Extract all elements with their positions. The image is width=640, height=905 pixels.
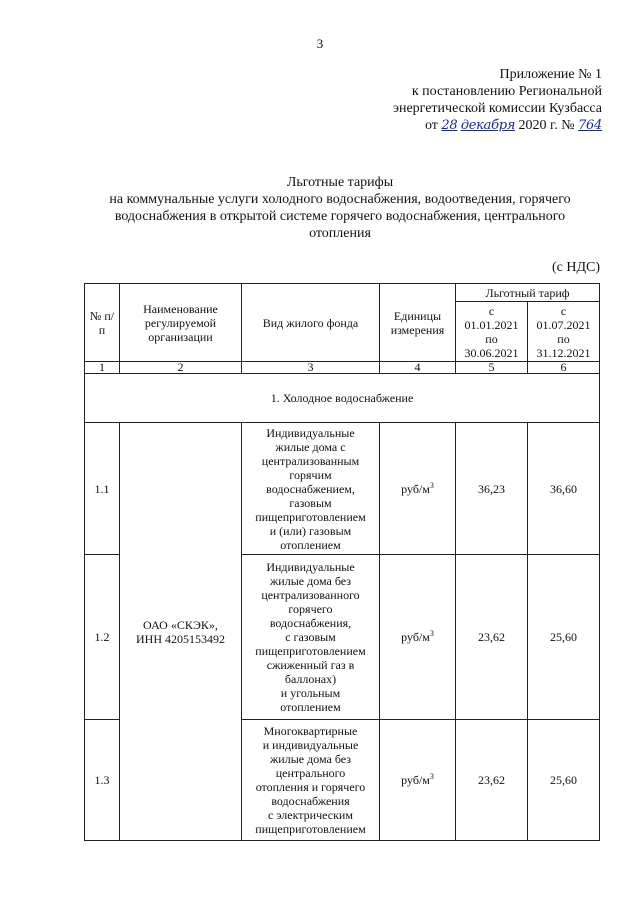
handwritten-month: декабря: [460, 118, 516, 133]
housing-type-line: баллонах): [284, 672, 337, 686]
section-title: 1. Холодное водоснабжение: [85, 374, 600, 423]
unit-superscript: 3: [429, 480, 434, 490]
housing-type-line: жилые дома без: [270, 574, 351, 588]
header-org: Наименование регулируемой организации: [120, 284, 242, 362]
housing-type-cell: [242, 423, 380, 555]
row-number: 1.3: [85, 720, 120, 841]
tariff-value-period-1: 23,62: [456, 720, 528, 841]
housing-type-line: централизованным: [261, 453, 360, 468]
housing-type-line: горячим: [289, 467, 332, 482]
housing-type-line: и (или) газовым: [269, 523, 352, 538]
period-2-from-date: 01.07.2021: [536, 317, 591, 332]
header-units: Единицы измерения: [380, 284, 456, 362]
housing-type-line: отоплением: [280, 537, 341, 552]
row-number: 1.2: [85, 555, 120, 720]
tariff-table: [84, 283, 600, 841]
header-period-1: [456, 302, 528, 362]
title-line-4: отопления: [309, 226, 371, 241]
tariff-value-period-1: 36,23: [456, 423, 528, 555]
housing-type-line: жилые дома с: [275, 439, 346, 454]
period-2-to-date: 31.12.2021: [536, 345, 591, 360]
unit-cell: [380, 720, 456, 841]
header-housing: Вид жилого фонда: [242, 284, 380, 362]
housing-type-line: Индивидуальные: [266, 560, 355, 574]
appendix-date-line: [393, 117, 602, 134]
housing-type-line: и индивидуальные: [262, 738, 359, 752]
housing-type-line: отопления и горячего: [255, 780, 366, 794]
housing-type-line: водоснабжения,: [269, 616, 352, 630]
housing-type-line: Многоквартирные: [263, 724, 358, 738]
housing-type-line: и угольным: [280, 686, 341, 700]
housing-type-line: центрального: [275, 766, 346, 780]
header-num: № п/п: [85, 284, 120, 362]
unit-text: руб/м: [401, 630, 430, 644]
period-1-from-label: с: [488, 303, 495, 318]
col-number: 2: [120, 362, 242, 374]
housing-type-line: отоплением: [280, 700, 341, 714]
housing-type-cell: [242, 555, 380, 720]
unit-cell: [380, 423, 456, 555]
tariff-value-period-1: 23,62: [456, 555, 528, 720]
appendix-line-2: к постановлению Региональной: [411, 84, 602, 99]
period-1-to-label: по: [485, 331, 498, 346]
tariff-value-period-2: 25,60: [528, 720, 600, 841]
title-line-3: водоснабжения в открытой системе горячего водоснабжения, центрального: [114, 209, 566, 224]
housing-type-line: с газовым: [285, 630, 336, 644]
appendix-line-3: энергетической комиссии Кузбасса: [392, 101, 602, 116]
period-1-to-date: 30.06.2021: [464, 345, 519, 360]
housing-type-line: пищеприготовлением: [255, 509, 366, 524]
period-2-to-label: по: [557, 331, 570, 346]
housing-type-line: горячего: [288, 602, 333, 616]
housing-type-line: пищеприготовлением: [255, 822, 366, 836]
vat-note: (с НДС): [551, 260, 600, 275]
housing-type-line: с электрическим: [268, 808, 353, 822]
table-row: [85, 423, 600, 555]
appendix-line-1: Приложение № 1: [499, 67, 602, 82]
col-number: 4: [380, 362, 456, 374]
date-prefix: от: [424, 118, 438, 133]
housing-type-line: газовым: [289, 495, 332, 510]
unit-superscript: 3: [429, 772, 434, 781]
appendix-block: [393, 66, 602, 134]
housing-type-line: пищеприготовлением: [255, 644, 366, 658]
col-number: 3: [242, 362, 380, 374]
row-number: 1.1: [85, 423, 120, 555]
housing-type-line: водоснабжением,: [266, 481, 355, 496]
unit-cell: [380, 555, 456, 720]
organization-cell: [120, 423, 242, 841]
organization-inn: ИНН 4205153492: [136, 631, 225, 646]
title-line-2: на коммунальные услуги холодного водоснабжения, водоотведения, горячего: [109, 192, 571, 207]
handwritten-doc-number: 764: [578, 118, 602, 133]
col-number: 1: [85, 362, 120, 374]
page-number: 3: [316, 36, 324, 51]
unit-superscript: 3: [429, 629, 434, 638]
column-number-row: [85, 362, 600, 374]
housing-type-line: Индивидуальные: [266, 425, 355, 440]
housing-type-cell: [242, 720, 380, 841]
title-line-1: Льготные тарифы: [286, 175, 394, 190]
unit-text: руб/м: [401, 481, 430, 496]
housing-type-line: жилые дома без: [270, 752, 351, 766]
col-number: 6: [528, 362, 600, 374]
date-year: 2020 г. №: [518, 118, 575, 133]
housing-type-line: сжиженный газ в: [266, 658, 355, 672]
period-1-from-date: 01.01.2021: [464, 317, 519, 332]
header-period-2: [528, 302, 600, 362]
unit-text: руб/м: [401, 773, 430, 787]
tariff-value-period-2: 36,60: [528, 423, 600, 555]
handwritten-day: 28: [441, 118, 458, 133]
housing-type-line: централизованного: [261, 588, 360, 602]
section-row: [85, 374, 600, 423]
document-title: [60, 174, 620, 242]
col-number: 5: [456, 362, 528, 374]
organization-name: ОАО «СКЭК»,: [143, 617, 218, 632]
housing-type-line: водоснабжения: [271, 794, 350, 808]
tariff-value-period-2: 25,60: [528, 555, 600, 720]
header-tariff: Льготный тариф: [456, 284, 600, 302]
period-2-from-label: с: [560, 303, 567, 318]
